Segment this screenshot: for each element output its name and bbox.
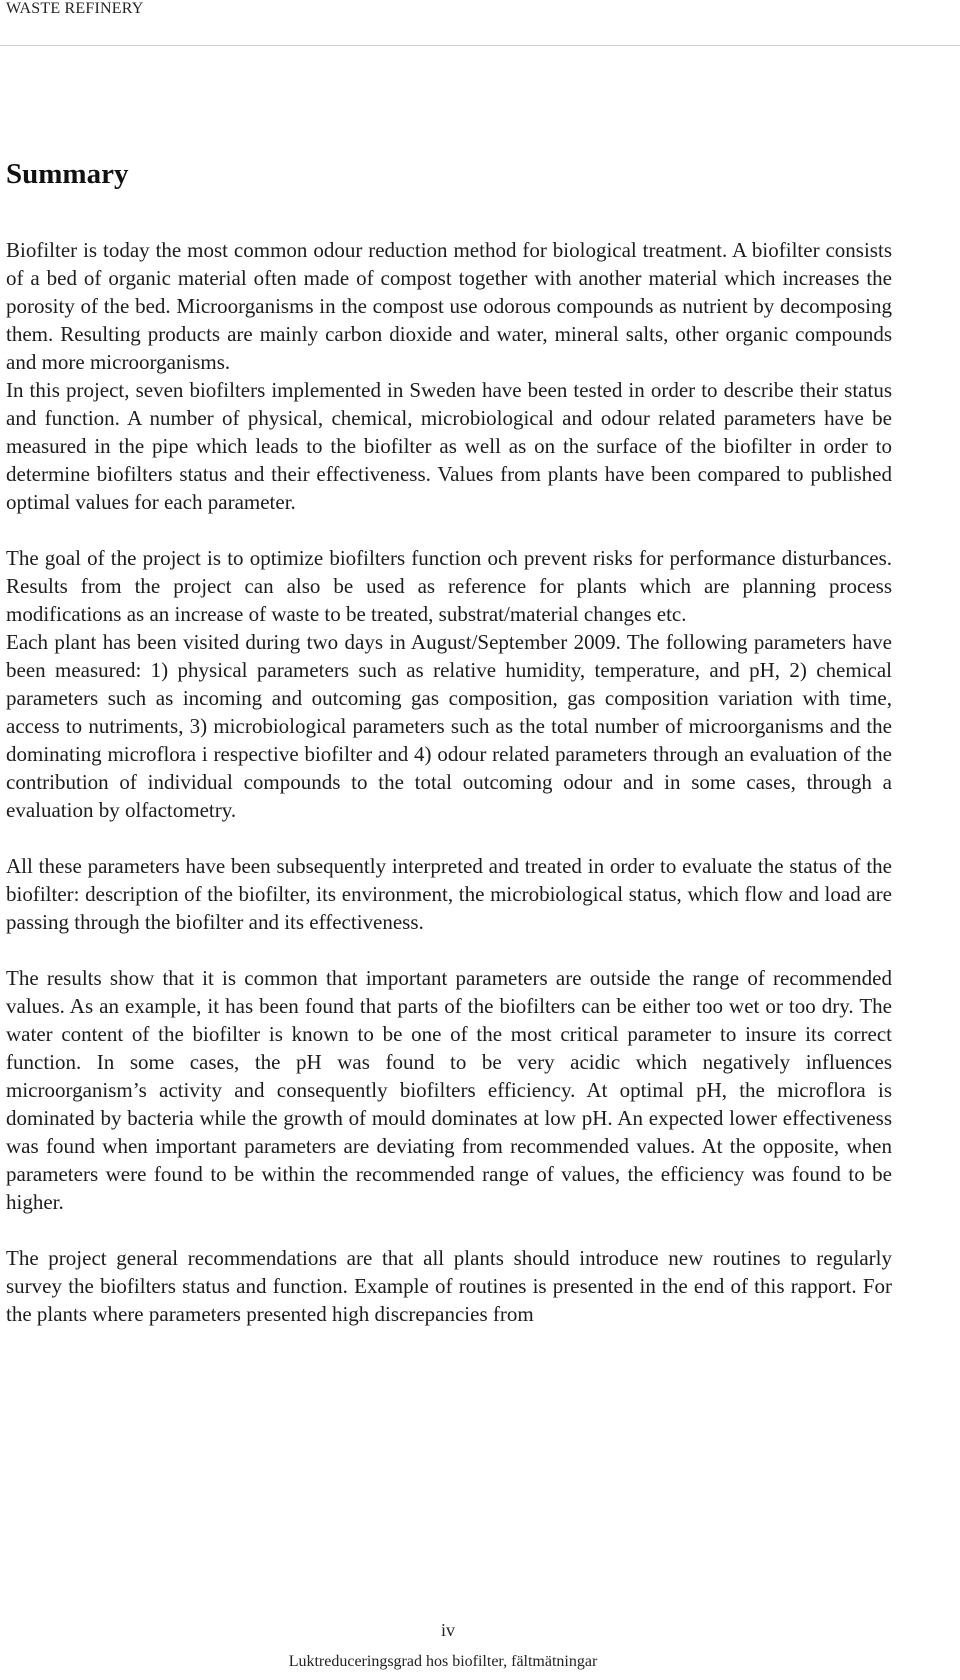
running-header-title: WASTE REFINERY xyxy=(6,0,144,17)
paragraph-project-scope: In this project, seven biofilters implemented in Sweden have been tested in order to describe their status and function. A number of physical, chemical, microbiological and odour related parameters have be measured in the pipe which leads to the biofilter as well as on the surface of the biofilter in order to determine biofilters status and their effectiveness. Values from plants have been compared to published optimal values for each parameter. xyxy=(6,378,892,514)
page-header xyxy=(0,0,960,46)
paragraph-recommendations: The project general recommendations are that all plants should introduce new routines to regularly survey the biofilters status and function. Example of routines is presented in the end of this rapport. For the plants where parameters presented high discrepancies from xyxy=(6,1246,892,1326)
summary-body xyxy=(6,236,892,1328)
paragraph-biofilter-intro: Biofilter is today the most common odour reduction method for biological treatment. A biofilter consists of a bed of organic material often made of compost together with another material which increases the porosity of the bed. Microorganisms in the compost use odorous compounds as nutrient by decomposing them. Resulting products are mainly carbon dioxide and water, mineral salts, other organic compounds and more microorganisms. xyxy=(6,238,892,374)
paragraph-project-goal: The goal of the project is to optimize biofilters function och prevent risks for performance disturbances. Results from the project can also be used as reference for plants which are planning process modifications as an increase of waste to be treated, substrat/material changes etc. xyxy=(6,546,892,626)
running-footer-title: Luktreduceringsgrad hos biofilter, fältmätningar xyxy=(288,1653,598,1670)
paragraph-measurements: Each plant has been visited during two days in August/September 2009. The following parameters have been measured: 1) physical parameters such as relative humidity, temperature, and pH, 2) chemical parameters such as incoming and outcoming gas composition, gas composition variation with time, access to nutriments, 3) microbiological parameters such as the total number of microorganisms and the dominating microflora i respective biofilter and 4) odour related parameters through an evaluation of the contribution of individual compounds to the total outcoming odour and in some cases, through a evaluation by olfactometry. xyxy=(6,630,892,822)
paragraph-results: The results show that it is common that important parameters are outside the range of recommended values. As an example, it has been found that parts of the biofilters can be either too wet or too dry. The water content of the biofilter is known to be one of the most critical parameter to insure its correct function. In some cases, the pH was found to be very acidic which negatively influences microorganism’s activity and consequently biofilters efficiency. At optimal pH, the microflora is dominated by bacteria while the growth of mould dominates at low pH. An expected lower effectiveness was found when important parameters are deviating from recommended values. At the opposite, when parameters were found to be within the recommended range of values, the efficiency was found to be higher. xyxy=(6,966,892,1214)
page-number: iv xyxy=(440,1620,455,1640)
section-heading: Summary xyxy=(6,158,129,190)
paragraph-interpretation: All these parameters have been subsequently interpreted and treated in order to evaluate the status of the biofilter: description of the biofilter, its environment, the microbiological status, which flow and load are passing through the biofilter and its effectiveness. xyxy=(6,854,892,934)
